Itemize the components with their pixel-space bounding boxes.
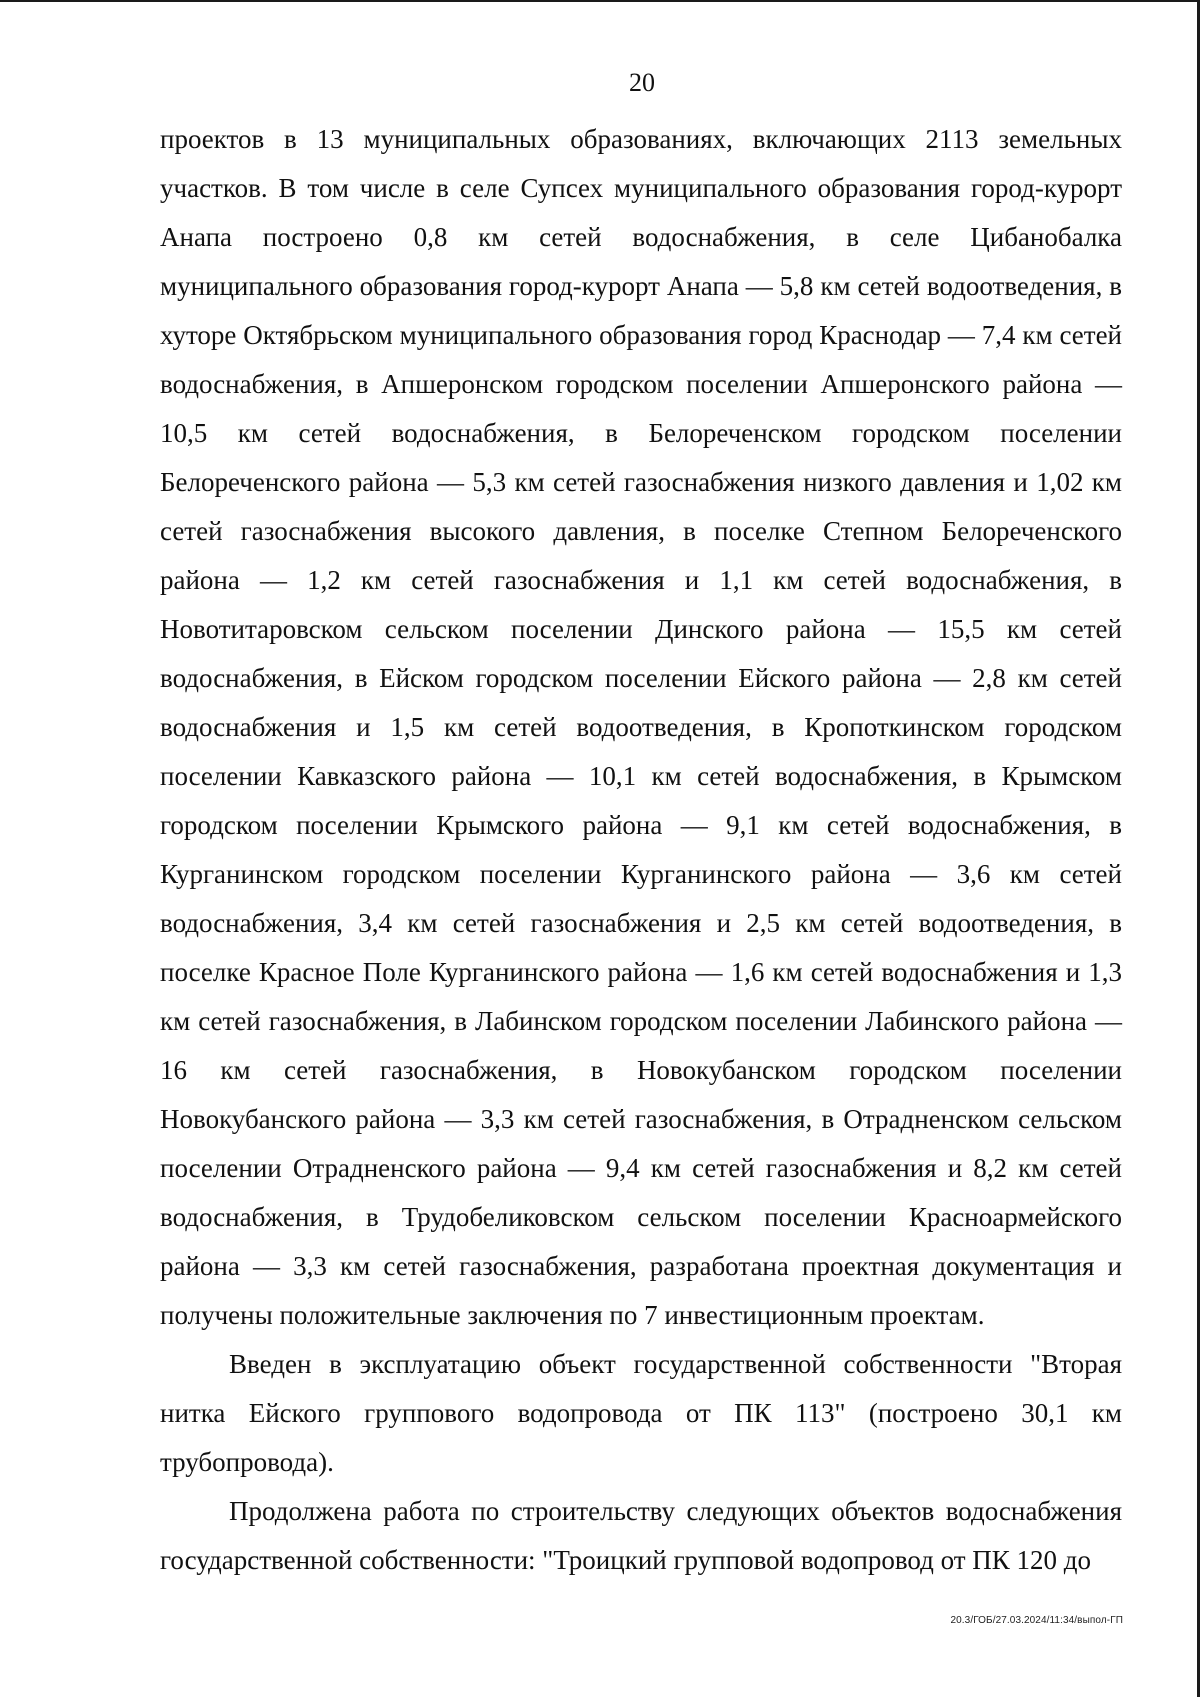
paragraph-construction: Продолжена работа по строительству следующих объектов водоснабжения государственной собственности: "Троицкий групповой водопровод от ПК 120 до — [160, 1496, 1122, 1575]
paragraph-continuation: проектов в 13 муниципальных образованиях, включающих 2113 земельных участков. В том числе в селе Супсех муниципального образования город-курорт Анапа построено 0,8 км сетей водоснабжения, в селе Цибанобалка муниципального образования город-курорт Анапа — 5,8 км сетей водоотведения, в хуторе Октябрьском муниципального образования город Краснодар — 7,4 км сетей водоснабжения, в Апшеронском городском поселении Апшеронского района — 10,5 км сетей водоснабжения, в Белореченском городском поселении Белореченского района — 5,3 км сетей газоснабжения низкого давления и 1,02 км сетей газоснабжения высокого давления, в поселке Степном Белореченского района — 1,2 км сетей газоснабжения и 1,1 км сетей водоснабжения, в Новотитаровском сельском поселении Динского района — 15,5 км сетей водоснабжения, в Ейском городском поселении Ейского района — 2,8 км сетей водоснабжения и 1,5 км сетей водоотведения, в Кропоткинском городском поселении Кавказского района — 10,1 км сетей водоснабжения, в Крымском городском поселении Крымского района — 9,1 км сетей водоснабжения, в Курганинском городском поселении Курганинского района — 3,6 км сетей водоснабжения, 3,4 км сетей газоснабжения и 2,5 км сетей водоотведения, в поселке Красное Поле Курганинского района — 1,6 км сетей водоснабжения и 1,3 км сетей газоснабжения, в Лабинском городском поселении Лабинского района — 16 км сетей газоснабжения, в Новокубанском городском поселении Новокубанского района — 3,3 км сетей газоснабжения, в Отрадненском сельском поселении Отрадненского района — 9,4 км сетей газоснабжения и 8,2 км сетей водоснабжения, в Трудобеликовском сельском поселении Красноармейского района — 3,3 км сетей газоснабжения, разработана проектная документация и получены положительные заключения по 7 инвестиционным проектам. — [160, 124, 1122, 1330]
document-footer-code: 20.3/ГОБ/27.03.2024/11:34/выпол-ГП — [950, 1615, 1123, 1626]
scan-edge-top — [0, 0, 1200, 2]
document-body — [160, 115, 1122, 1585]
paragraph-commissioning: Введен в эксплуатацию объект государственной собственности "Вторая нитка Ейского группового водопровода от ПК 113" (построено 30,1 км трубопровода). — [160, 1349, 1122, 1477]
page-number: 20 — [629, 68, 655, 97]
